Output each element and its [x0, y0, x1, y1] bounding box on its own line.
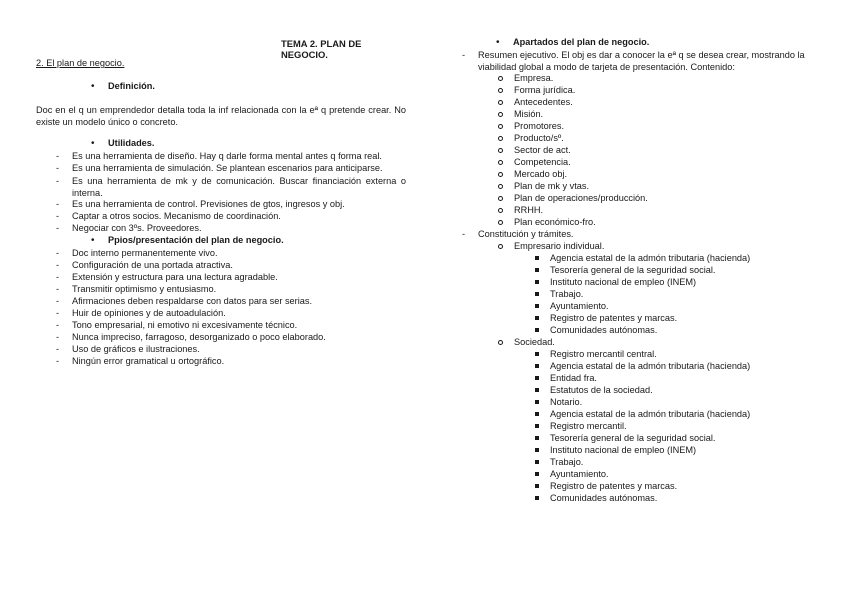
- section-heading: 2. El plan de negocio.: [36, 58, 125, 68]
- ppio-item: - Uso de gráficos e ilustraciones.: [72, 344, 200, 354]
- resumen-item: Forma jurídica.: [514, 85, 576, 95]
- sociedad-item: Comunidades autónomas.: [550, 493, 658, 503]
- resumen-item: Misión.: [514, 109, 544, 119]
- sociedad-item: Registro mercantil central.: [550, 349, 657, 359]
- ppio-item: - Ningún error gramatical u ortográfico.: [72, 356, 224, 366]
- sociedad-item: Tesorería general de la seguridad social.: [550, 433, 716, 443]
- utilidad-item: - Es una herramienta de diseño. Hay q darle forma mental antes q forma real.: [72, 151, 382, 161]
- utilidad-item: - Negociar con 3ºs. Proveedores.: [72, 223, 202, 233]
- sociedad-item: Estatutos de la sociedad.: [550, 385, 653, 395]
- empresario-item: Instituto nacional de empleo (INEM): [550, 277, 697, 287]
- ppio-item: - Doc interno permanentemente vivo.: [72, 248, 218, 258]
- sociedad-item: Notario.: [550, 397, 583, 407]
- empresario-item: Agencia estatal de la admón tributaria (hacienda): [550, 253, 751, 263]
- empresario-label: Empresario individual.: [514, 241, 605, 251]
- sociedad-item: Ayuntamiento.: [550, 469, 609, 479]
- resumen-item: Promotores.: [514, 121, 565, 131]
- ppio-item: - Afirmaciones deben respaldarse con datos para ser serias.: [72, 296, 312, 306]
- resumen-item: Empresa.: [514, 73, 554, 83]
- definicion-heading: • Definición.: [108, 81, 155, 91]
- resumen-item: Sector de act.: [514, 145, 571, 155]
- empresario-item: Ayuntamiento.: [550, 301, 609, 311]
- resumen-item: Plan de mk y vtas.: [514, 181, 590, 191]
- resumen-item: Mercado obj.: [514, 169, 568, 179]
- resumen-item: Producto/sº.: [514, 133, 564, 143]
- utilidad-item: - Captar a otros socios. Mecanismo de coordinación.: [72, 211, 281, 221]
- utilidad-item: - Es una herramienta de simulación. Se plantean escenarios para anticiparse.: [72, 163, 383, 173]
- sociedad-item: Instituto nacional de empleo (INEM): [550, 445, 697, 455]
- ppio-item: - Nunca impreciso, farragoso, desorganizado o poco elaborado.: [72, 332, 326, 342]
- sociedad-item: Agencia estatal de la admón tributaria (hacienda): [550, 409, 751, 419]
- empresario-item: Comunidades autónomas.: [550, 325, 658, 335]
- empresario-item: Trabajo.: [550, 289, 584, 299]
- empresario-item: Tesorería general de la seguridad social.: [550, 265, 716, 275]
- ppio-item: - Tono empresarial, ni emotivo ni excesivamente técnico.: [72, 320, 297, 330]
- sociedad-label: Sociedad.: [514, 337, 555, 347]
- empresario-item: Registro de patentes y marcas.: [550, 313, 678, 323]
- apartados-heading: • Apartados del plan de negocio.: [513, 37, 649, 47]
- resumen-item: Plan de operaciones/producción.: [514, 193, 648, 203]
- resumen-item: RRHH.: [514, 205, 544, 215]
- resumen-text: - Resumen ejecutivo. El obj es dar a conocer la eª q se desea crear, mostrando la viabilidad global a modo de tarjeta de presentación. Contenido:: [478, 49, 818, 73]
- ppio-item: - Huir de opiniones y de autoadulación.: [72, 308, 226, 318]
- ppios-heading: • Ppios/presentación del plan de negocio.: [108, 235, 284, 245]
- sociedad-item: Registro mercantil.: [550, 421, 627, 431]
- sociedad-item: Registro de patentes y marcas.: [550, 481, 678, 491]
- utilidad-item: - Es una herramienta de mk y de comunicación. Buscar financiación externa o interna.: [72, 175, 406, 199]
- resumen-item: Antecedentes.: [514, 97, 573, 107]
- ppio-item: - Transmitir optimismo y entusiasmo.: [72, 284, 216, 294]
- ppio-item: - Extensión y estructura para una lectura agradable.: [72, 272, 278, 282]
- ppio-item: - Configuración de una portada atractiva.: [72, 260, 233, 270]
- sociedad-item: Entidad fra.: [550, 373, 597, 383]
- definicion-text: Doc en el q un emprendedor detalla toda la inf relacionada con la eª q pretende crear. No existe un modelo único o concreto.: [36, 105, 406, 127]
- resumen-item: Plan económico-fro.: [514, 217, 596, 227]
- constitucion-label: - Constitución y trámites.: [478, 229, 573, 239]
- sociedad-item: Trabajo.: [550, 457, 584, 467]
- page-title: TEMA 2. PLAN DE NEGOCIO.: [281, 38, 362, 60]
- resumen-item: Competencia.: [514, 157, 571, 167]
- utilidad-item: - Es una herramienta de control. Previsiones de gtos, ingresos y obj.: [72, 199, 345, 209]
- sociedad-item: Agencia estatal de la admón tributaria (hacienda): [550, 361, 751, 371]
- utilidades-heading: • Utilidades.: [108, 138, 154, 148]
